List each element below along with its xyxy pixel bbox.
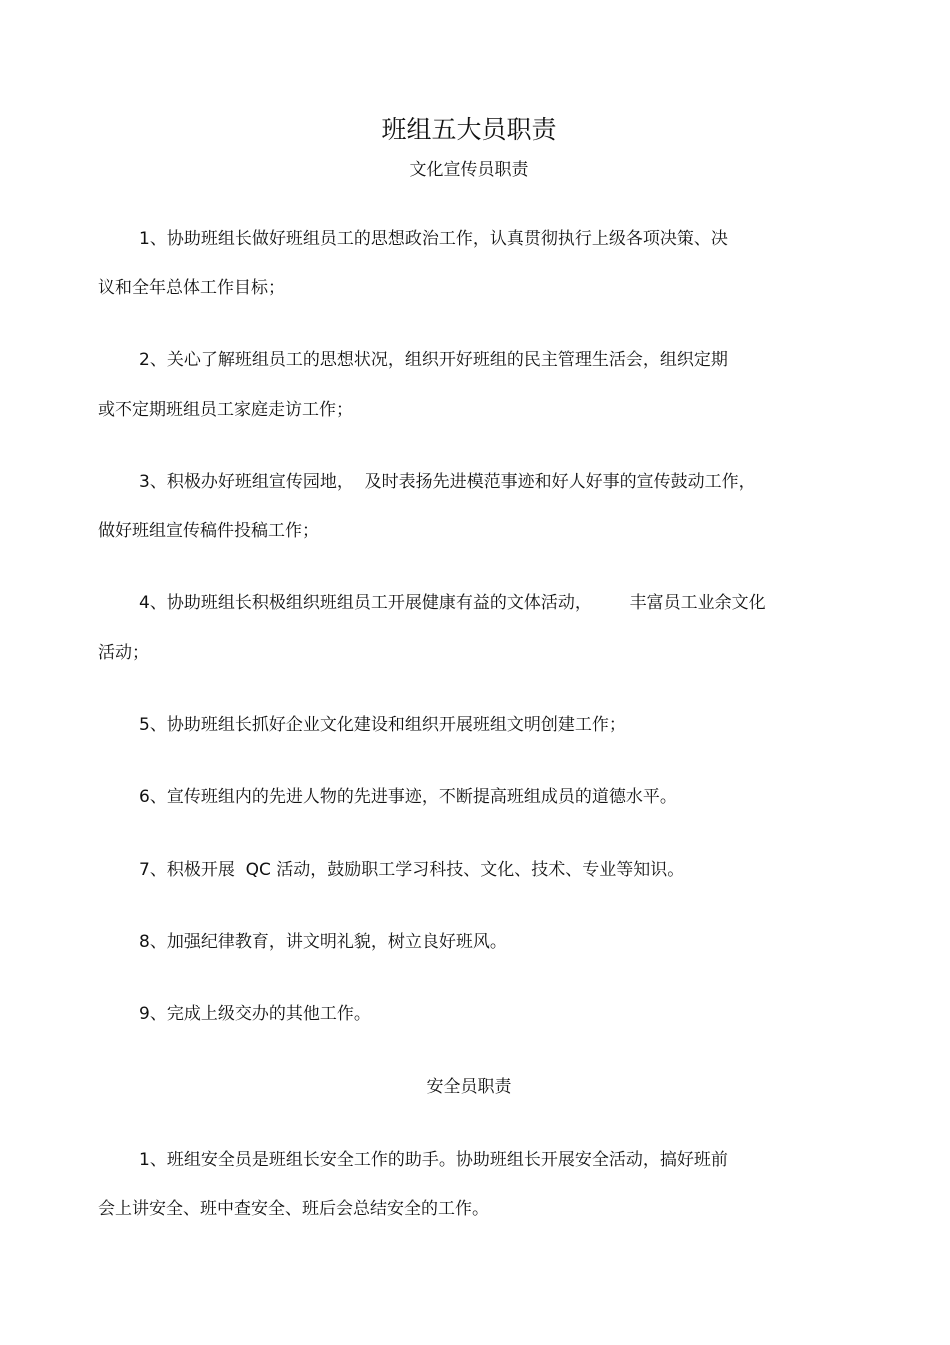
section-heading-safety: 安全员职责	[426, 1077, 512, 1097]
culture-item-1-line2: 议和全年总体工作目标；	[98, 278, 285, 298]
culture-item-4-line1: 4、协助班组长积极组织班组员工开展健康有益的文体活动， 丰富员工业余文化	[139, 593, 766, 613]
culture-item-2-line1: 2、关心了解班组员工的思想状况，组织开好班组的民主管理生活会，组织定期	[139, 350, 728, 370]
culture-item-5: 5、协助班组长抓好企业文化建设和组织开展班组文明创建工作；	[139, 715, 626, 735]
culture-item-3-line2: 做好班组宣传稿件投稿工作；	[98, 521, 319, 541]
safety-item-1-line1: 1、班组安全员是班组长安全工作的助手。协助班组长开展安全活动，搞好班前	[139, 1150, 728, 1170]
culture-item-1-line1: 1、协助班组长做好班组员工的思想政治工作，认真贯彻执行上级各项决策、决	[139, 229, 728, 249]
culture-item-9: 9、完成上级交办的其他工作。	[139, 1004, 371, 1024]
culture-item-6: 6、宣传班组内的先进人物的先进事迹，不断提高班组成员的道德水平。	[139, 787, 677, 807]
culture-item-4-line2: 活动；	[98, 643, 149, 663]
culture-item-3-line1: 3、积极办好班组宣传园地， 及时表扬先进模范事迹和好人好事的宣传鼓动工作，	[139, 472, 756, 492]
safety-item-1-line2: 会上讲安全、班中查安全、班后会总结安全的工作。	[98, 1199, 489, 1219]
culture-item-8: 8、加强纪律教育，讲文明礼貌，树立良好班风。	[139, 932, 507, 952]
document-title: 班组五大员职责	[381, 115, 557, 144]
section-heading-culture: 文化宣传员职责	[409, 160, 529, 180]
culture-item-7: 7、积极开展 QC 活动，鼓励职工学习科技、文化、技术、专业等知识。	[139, 860, 685, 880]
culture-item-2-line2: 或不定期班组员工家庭走访工作；	[98, 400, 353, 420]
